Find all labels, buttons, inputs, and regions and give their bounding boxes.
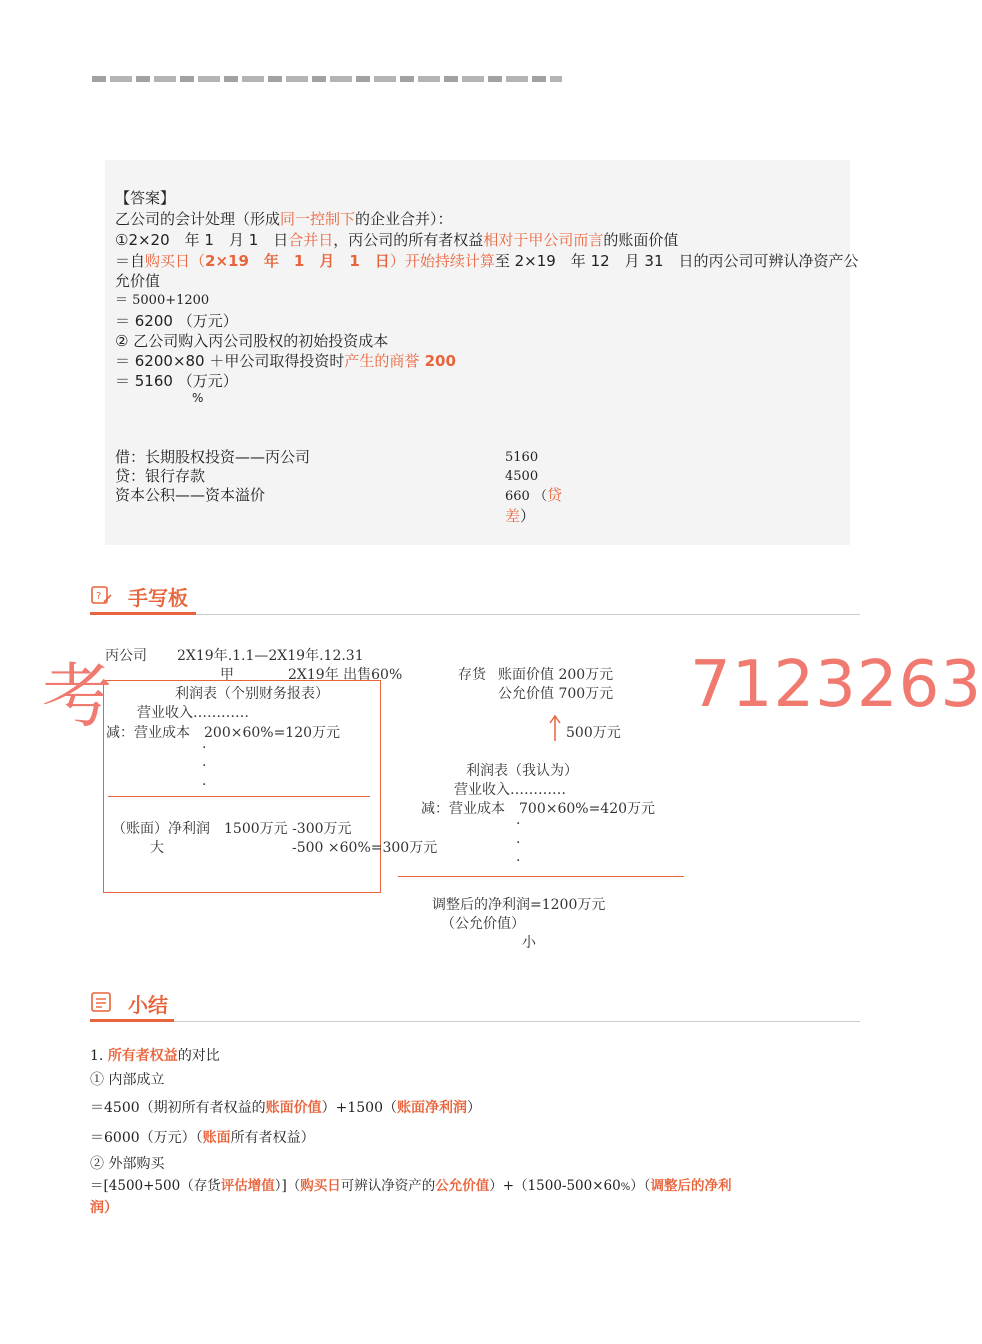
hw-small: 小 — [522, 935, 536, 951]
handwriting-section-header — [90, 578, 860, 618]
summary-divider — [90, 1021, 860, 1022]
truncated-text-line — [92, 70, 562, 82]
summary-item1: 1. 所有者权益的对比 — [90, 1048, 220, 1064]
answer-heading: 【答案】 — [115, 189, 176, 207]
summary-title-underline — [90, 1019, 174, 1022]
answer-line6: ＝ 6200×80 ＋甲公司取得投资时产生的商誉 200 — [115, 352, 456, 370]
hw-right-revenue: 营业收入………… — [454, 782, 566, 798]
answer-line2: ＝自购买日（2×19 年 1 月 1 日）开始持续计算至 2×19 年 12 月 31 日的丙公司可辨认净资产公 — [115, 252, 859, 270]
hw-dot-2: · — [202, 758, 207, 774]
handwriting-title: 手写板 — [128, 586, 188, 610]
up-arrow-icon — [548, 714, 562, 742]
hw-dot-4: · — [516, 816, 521, 832]
hw-dot-6: · — [516, 853, 521, 869]
hw-period: 2X19年.1.1—2X19年.12.31 — [177, 648, 364, 664]
hw-adjusted-profit: 调整后的净利润=1200万元 — [432, 897, 606, 913]
summary-section-header — [90, 985, 860, 1025]
answer-line1: ①2×20 年 1 月 1 日合并日，丙公司的所有者权益相对于甲公司而言的账面价值 — [115, 231, 679, 249]
entry-capital-account: 资本公积——资本溢价 — [115, 486, 266, 504]
hw-right-cost: 减：营业成本 700×60%=420万元 — [421, 801, 656, 817]
summary-eq1: ＝4500（期初所有者权益的账面价值）+1500（账面净利润） — [90, 1100, 481, 1116]
hw-fair-value-note: （公允价值） — [441, 916, 525, 932]
entry-debit-amount: 5160 — [505, 450, 539, 465]
answer-line7: ＝ 5160 （万元） — [115, 372, 238, 390]
hw-dot-5: · — [516, 835, 521, 851]
hw-right-title: 利润表（我认为） — [466, 763, 578, 779]
summary-eq2: ＝6000（万元）（账面所有者权益） — [90, 1130, 315, 1146]
hw-left-big: 大 — [150, 840, 164, 856]
entry-credit-amount: 4500 — [505, 469, 539, 484]
watermark-number: 7123263 — [690, 648, 982, 722]
summary-sub1: ① 内部成立 — [90, 1072, 165, 1088]
answer-line3: ＝ 5000+1200 — [115, 293, 210, 308]
title-underline — [90, 612, 196, 615]
summary-list-icon — [90, 991, 112, 1013]
hw-left-profit: （账面）净利润 1500万元 -300万元 — [112, 821, 352, 837]
hw-fair-value: 公允价值 700万元 — [498, 686, 614, 702]
hw-jia: 甲 — [220, 667, 234, 683]
entry-credit-account: 贷：银行存款 — [115, 467, 206, 485]
right-sum-rule — [398, 876, 684, 877]
edit-note-icon — [90, 584, 112, 606]
summary-eq3: ＝[4500+500（存货评估增值）]（购买日可辨认净资产的公允价值）+（1500-500×60%）（调整后的净利 — [90, 1178, 732, 1194]
watermark-char: 考 — [42, 655, 112, 737]
answer-line5: ② 乙公司购入丙公司股权的初始投资成本 — [115, 332, 389, 350]
entry-debit-account: 借：长期股权投资——丙公司 — [115, 448, 311, 466]
entry-capital-note: 差） — [505, 507, 536, 525]
svg-text:?: ? — [96, 591, 102, 602]
hw-left-title: 利润表（个别财务报表） — [175, 686, 329, 702]
hw-left-adjust: -500 ×60%=300万元 — [292, 840, 438, 856]
summary-eq3b: 润） — [90, 1200, 118, 1216]
hw-company: 丙公司 — [105, 648, 147, 664]
hw-left-revenue: 营业收入………… — [137, 705, 249, 721]
hw-book-value: 账面价值 200万元 — [498, 667, 614, 683]
percent-mark: % — [192, 391, 204, 405]
answer-line2b: 允价值 — [115, 272, 161, 290]
hw-inventory-label: 存货 — [458, 667, 486, 683]
answer-line4: ＝ 6200 （万元） — [115, 312, 238, 330]
left-sum-rule — [108, 796, 370, 797]
hw-dot-3: · — [202, 777, 207, 793]
hw-left-cost: 减：营业成本 200×60%=120万元 — [106, 725, 341, 741]
section-divider — [90, 614, 860, 615]
summary-sub2: ② 外部购买 — [90, 1156, 165, 1172]
hw-sale: 2X19年 出售60% — [288, 667, 403, 683]
answer-intro: 乙公司的会计处理（形成同一控制下的企业合并）： — [115, 210, 453, 228]
hw-increase: 500万元 — [566, 725, 621, 741]
summary-title: 小结 — [128, 993, 168, 1017]
hw-dot-1: · — [202, 740, 207, 756]
entry-capital-amount: 660 （贷 — [505, 486, 562, 504]
